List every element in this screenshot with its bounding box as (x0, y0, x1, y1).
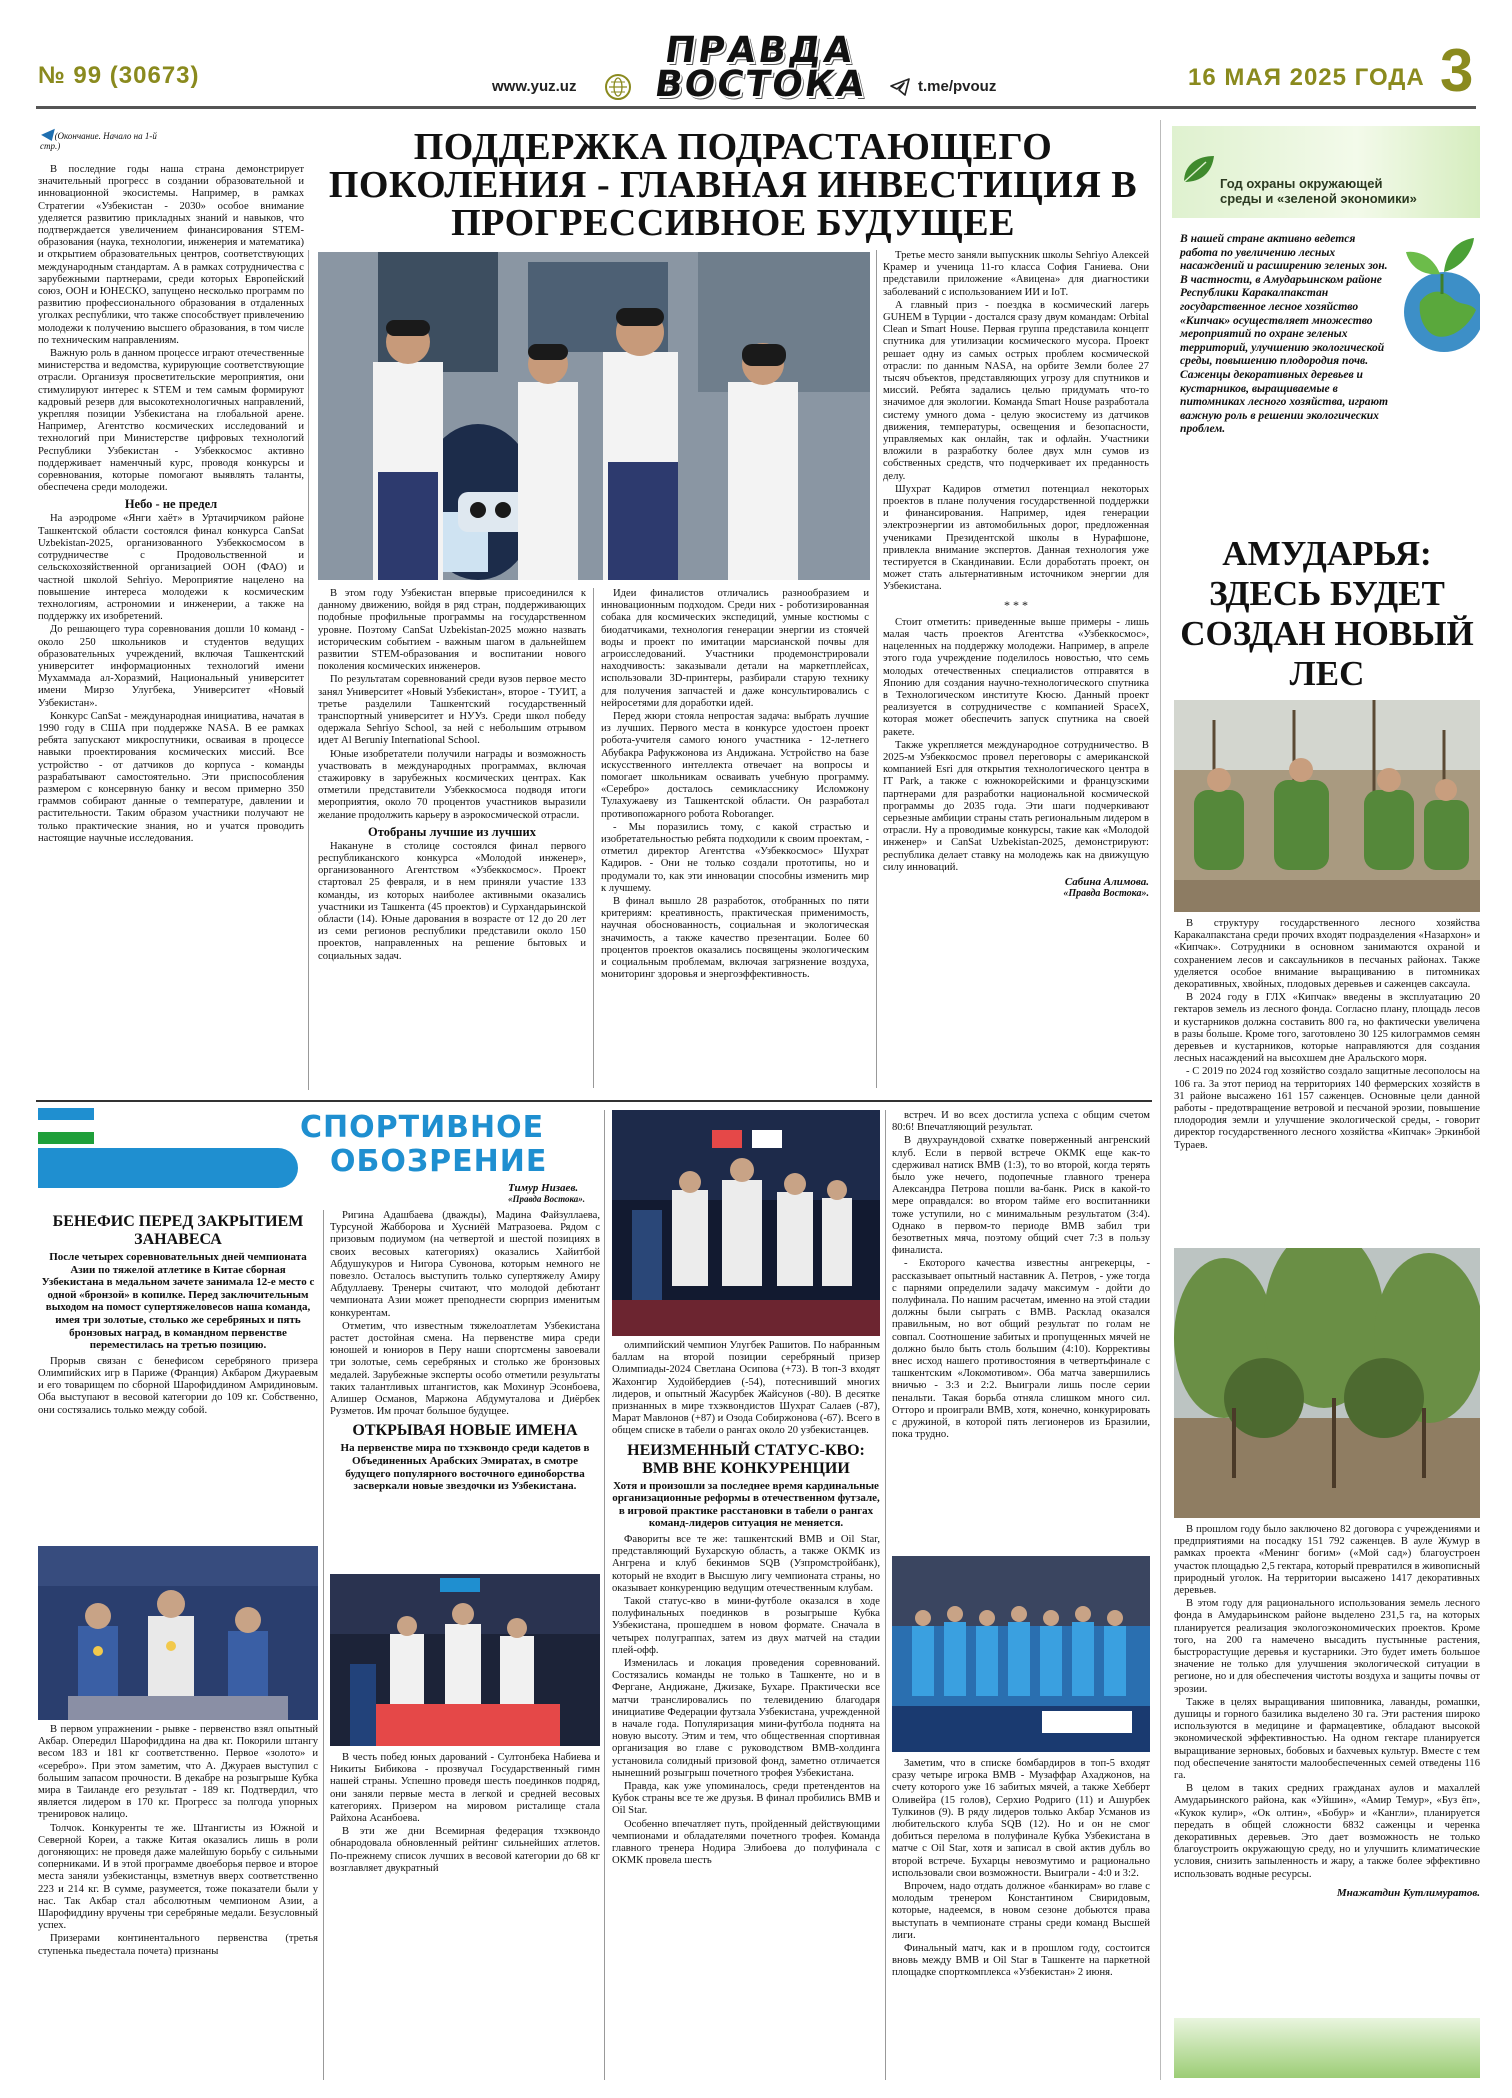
weightlifting-podium-photo (38, 1546, 318, 1720)
paragraph: - С 2019 по 2024 год хозяйство создало защитные лесополосы на 106 га. За этот период на территориях 140 фермерских хозяйств в 31 районе высажено 161 157 саженцев. Основные цели данной работы - предотвращение ветровой и песчаной эрозии, повышение плодородия земли и улучшение экологической среды, - говорит директор государственного лесного хозяйства «Кипчак» Эркинбой Тураев. (1174, 1066, 1480, 1151)
paragraph: В этом году для рационального использования земель лесного фонда в Амударьинском районе выделено 231,5 га, на которых планируется реализация экологоэкономических проектов. Кроме того, на 200 га намечено высадить пустынные растения, быстрорастущие деревья и кустарники. Это будет иметь большое значение не только для улучшения экологической ситуации в регионе, но и для обеспечения чистоты воздуха и защиты почвы от эрозии. (1174, 1598, 1480, 1695)
paragraph: Перед жюри стояла непростая задача: выбрать лучшие из лучших. Первого места в конкурсе удостоен проект робота-учителя самого юного участника - 12-летнего Абубакра Рафукжонова из Андижана. Устройство на базе искусственного интеллекта отвечает на вопросы и помогает школьникам осваивать учебную программу. «Серебро» досталось семикласснику Исломжону Тулахужаеву из Ташкентской области. Он разработал противопожарного робота Roboranger. (601, 711, 869, 820)
eco-title: АМУДАРЬЯ: ЗДЕСЬ БУДЕТ СОЗДАН НОВЫЙ ЛЕС (1180, 534, 1474, 693)
main-author: Сабина Алимова. (1064, 875, 1149, 888)
eco-lead: В нашей стране активно ведется работа по увеличению лесных насаждений и расширению зеленых зон. В частности, в Амударьинском районе Республики Каракалпакстан государственное лесное хозяйство «Кипчак» осуществляет множество мероприятий по охране зеленых территорий, улучшению экологической среды, повышению плодородия почв. Саженцы декоративных деревьев и кустарников, выращиваемые в питомниках лесного хозяйства, играют важную роль в решении экологических проблем. (1180, 232, 1389, 436)
paragraph: В этом году Узбекистан впервые присоединился к данному движению, войдя в ряд стран, поддерживающих подобные профильные программы на государственном уровне. Поэтому CanSat Uzbekistan-2025 можно назвать историческим событием - важным шагом в дальнейшем развитии STEM-образования и воспитании нового поколения космических инженеров. (318, 588, 586, 673)
sport-author-pub: «Правда Востока». (508, 1194, 586, 1204)
paragraph: - Мы поразились тому, с какой страстью и изобретательностью ребята подходили к своим проектам, - отметил директор Агентства «Узбеккосмос» Шухрат Кадиров. - Они не только создали прототипы, но и продумали то, как эти инновации способны изменить мир к лучшему. (601, 821, 869, 894)
paragraph: Правда, как уже упоминалось, среди претендентов на Кубок страны все те же друзья. В финал пробились ВМВ и Oil Star. (612, 1781, 880, 1817)
paragraph: Юные изобретатели получили награды и возможность участвовать в международных программах, включая стажировку в зарубежных космических центрах. Как отметили представители Узбеккосмоса подводя итоги мероприятия, около 70 процентов участников выразили желание продолжить карьеру в аэрокосмической отрасли. (318, 748, 586, 821)
paragraph: Конкурс CanSat - международная инициатива, начатая в 1990 году в США при поддержке NASA. В ее рамках ребята запускают микроспутники, осваивая в процессе навыки проектирования космических миссий. Все устройство - от датчиков до корпуса - команды разрабатывают самостоятельно. Эти приспособления размером с консервную банку и весом примерно 350 граммов собирают данные о температуре, давлении и растительности. Таким образом участники получают не только практические знания, но и учатся проводить настоящие научные исследования. (38, 710, 304, 844)
logo-line-1: ПРАВДА (662, 30, 858, 71)
uz-flag (38, 1108, 94, 1144)
divider (308, 250, 309, 1090)
arrow-left-icon: ◀ (40, 126, 53, 143)
sport-col-4b (892, 1758, 1150, 2084)
sport-col-4 (892, 1110, 1150, 1552)
sport-col-1 (38, 1210, 318, 1546)
taekwondo-title: ОТКРЫВАЯ НОВЫЕ ИМЕНА (352, 1422, 578, 1440)
paragraph: Стоит отметить: приведенные выше примеры - лишь малая часть проектов Агентства «Узбеккосмос», нацеленных на поддержку молодежи. Например, в апреле этого года учреждение поделилось новостью, что семь молодых отечественных специалистов отправятся в Японию для создания научно-технологического спутника в Технологическом институте Кюсю. Данный проект реализуется в сотрудничестве с компанией SpaceX, которая может обеспечить запуск спутника на своей ракете. (883, 616, 1149, 738)
page-number: 3 (1440, 37, 1474, 104)
paragraph: Третье место заняли выпускник школы Sehriyo Алексей Крамер и ученица 11-го класса София Ганиева. Они представили приложение «Авицена» для диагностики заболеваний с использованием ИИ и IoT. (883, 250, 1149, 298)
telegram-link[interactable]: t.me/pvouz (918, 78, 997, 95)
paragraph: В прошлом году было заключено 82 договора с учреждениями и предприятиями на посадку 151 792 саженцев. В ауле Жумур в рамках проекта «Менинг богим» («Мой сад») благоустроен участок площадью 2,5 гектара, который превратился в живописный природный уголок. На территории высажено 1417 декоративных деревьев. (1174, 1524, 1480, 1597)
paragraph: В финал вышло 28 разработок, отобранных по пяти критериям: креативность, практическая применимость, научная обоснованность, социальная и экологическая значимость, а также качество презентации. Более 60 процентов проектов оказались посвящены экологическим и социальным проблемам, включая загрязнение воздуха, мониторинг здоровья и энергоэффективность. (601, 896, 869, 981)
paragraph: Изменилась и локация проведения соревнований. Состязались команды не только в Ташкенте, но и в Фергане, Андижане, Джизаке, Бухаре. Практически все матчи транслировались по телевидению благодаря инициативе Федерации футзала Узбекистана, учрежденной в начале года. Популяризация мини-футбола поднята на новую высоту. Этим и тем, что общественная спортивная организация во главе с руководством ВМВ-холдинга установила солидный призовой фонд, заметно отличается нынешний розыгрыш почетного трофея Узбекистана. (612, 1658, 880, 1779)
sport-col-2 (330, 1210, 600, 1560)
main-col-1 (38, 164, 304, 1088)
divider (885, 1110, 886, 2080)
paragraph: Также в целях выращивания шиповника, лаванды, ромашки, душицы и горного базилика выделено 30 га. Эти растения широко используются в медицине и фармацевтике, обладают высокой экономической эффективностью. На одном гектаре планируется выращивание зерновых, бобовых и бахчевых культур. Вместе с тем под обеспечение занятости малообеспеченных семей отведены 116 га. (1174, 1696, 1480, 1782)
divider (604, 1110, 605, 2080)
sport-banner-title-1: СПОРТИВНОЕ (300, 1110, 545, 1145)
site-link[interactable]: www.yuz.uz (492, 78, 577, 95)
paragraph: Толчок. Конкуренты те же. Штангисты из Южной и Северной Кореи, а также Китая оказались лишь в роли догоняющих: не проведя даже малейшую борьбу с сильными соперниками. И в этой программе двоеборья первое и второе места заняли узбекистанцы, взметнув вверх соответственно 223 и 214 кг. В сумме, разумеется, тоже показатели были у нас. Так Акбар стал абсолютным чемпионом Азии, а Шарофиддину вручены три серебряные медали. Безусловный успех. (38, 1822, 318, 1932)
paragraph: Такой статус-кво в мини-футболе оказался в ходе полуфинальных поединков в розыгрыше Кубка Узбекистана, прошедшем в новом формате. Сначала в четырех полуграппах, затем из двух матчей на стадии плей-офф. (612, 1596, 880, 1656)
subheading-sky: Небо - не предел (124, 497, 218, 512)
sport-rule (36, 1100, 1152, 1102)
paragraph: Фавориты все те же: ташкентский ВМВ и Oil Star, представляющий Бухарскую область, а также ОКМК из Ангрена и клуб бекинмов SQB (Узпромстройбанк), который не входит в Высшую лигу чемпионата страны, но оказывает конкуренцию ведущим отечественным клубам. (612, 1534, 880, 1594)
sport-author: Тимур Низаев. (508, 1182, 579, 1194)
weightlifting-lead: После четырех соревновательных дней чемпионата Азии по тяжелой атлетике в Китае сборная Узбекистана в медальном зачете занимала 12-е место с одной «бронзой» в копилке. Перед заключительным выходом на помост супертяжеловесов наша команда, имея три золотые, столько же серебряных и пять бронзовых наград, в командном первенстве переместилась на третью позицию. (41, 1251, 315, 1352)
globe-icon (605, 74, 631, 100)
issue-date: 16 МАЯ 2025 ГОДА (1188, 64, 1425, 91)
divider (593, 588, 594, 1088)
paragraph: Также укрепляется международное сотрудничество. В 2025-м Узбеккосмос провел переговоры с американской компанией Esri для открытия технологического центра в IT Park, а также с южнокорейскими и французскими партнерами для разработки национальной космической программы до 2035 года. Эти шаги подчеркивают серьезные амбиции страны стать региональным лидером в отрасли. Ну а проводимые конкурсы, такие как «Молодой инженер» и CanSat Uzbekistan-2025, демонстрируют: республика делает ставку на молодежь как на движущую силу инноваций. (883, 739, 1149, 873)
paragraph: Впрочем, надо отдать должное «банкирам» во главе с молодым тренером Константином Свиридовым, которые, надеемся, в новом сезоне добьются права выступать в чемпионате страны среди команд Высшей лиги. (892, 1881, 1150, 1941)
page-header (0, 0, 1512, 108)
paragraph: В первом упражнении - рывке - первенство взял опытный Акбар. Опередил Шарофиддина на два кг. Покорили штангу весом 183 и 181 кг соответственно. Первое «золото» и «серебро». При этом заметим, что А. Джураев выступил с большим запасом прочности. В декабре на розыгрыше Кубка мира в Таиланде его результат - 189 кг. Подтвердил, что является лидером в 170 кг. Прогресс за полгода упорных тренировок налицо. (38, 1724, 318, 1821)
sport-banner (38, 1108, 598, 1204)
main-photo-students (318, 252, 870, 580)
paragraph: Финальный матч, как и в прошлом году, состоится вновь между ВМВ и Oil Star в Ташкенте на паркетной площадке спорткомплекса «Узбекистан» 2 июня. (892, 1943, 1150, 1979)
paragraph: Идеи финалистов отличались разнообразием и инновационным подходом. Среди них - роботизированная собака для космических экспедиций, умные костюмы с биодатчиками, технология генерации энергии из стоячей воды и проект по имитации марсианской почвы для агроисследований. Участники продемонстрировали находчивость: заказывали детали на маркетплейсах, использовали 3D-принтеры, разбирали старую технику для получения запчастей и даже консультировались с нейросетями для доработки идей. (601, 588, 869, 709)
paragraph: В честь побед юных дарований - Султонбека Набиева и Никиты Бибикова - прозвучал Государственный гимн нашей страны. Успешно проведя шесть поединков подряд, они заняли первые места в легкой и средней весовых категориях. Призером на мировом ристалище стала Райхона Асанбоева. (330, 1752, 600, 1825)
paragraph: В эти же дни Всемирная федерация тхэквондо обнародовала обновленный рейтинг сильнейших атлетов. По-прежнему список лучших в весовой категории до 68 кг возглавляет двукратный (330, 1826, 600, 1874)
subheading-best: Отобраны лучшие из лучших (368, 824, 536, 839)
paragraph: олимпийский чемпион Улугбек Рашитов. По набранным баллам на второй позиции серебряный призер Олимпиады-2024 Светлана Осипова (+73). В топ-3 входят Жахонгир Худойбердиев (-54), потеснивший многих лидеров, и опытный Жасурбек Жайсунов (-80). В десятке признанных в мире тхэквондистов Шухрат Салаев (-87), Марат Мавлонов (+87) и Озода Собиржонова (-67). Всего в общем списке в табели о рангах около 20 узбекистанцев. (612, 1340, 880, 1437)
eco-photo-trees (1174, 1248, 1480, 1518)
paragraph: Заметим, что в списке бомбардиров в топ-5 входят сразу четыре игрока ВМВ - Музаффар Ахаджонов, на счету которого уже 16 забитых мячей, а также Хебберт Оливейра (15 голов), Серхио Родриго (11) и Ашурбек Тулкинов (9). В ряду лидеров только Акбар Усманов из любительского клуба SQB (12). Но и он не смог добиться перелома в полуфинале Кубка Узбекистана в матче с Oil Star, хотя и записал в свой актив дубль во второй встрече. Бухарцы невозмутимо и рационально использовали свои возможности. Выиграли - 4:0 и 3:2. (892, 1758, 1150, 1879)
paragraph: Особенно впечатляет путь, пройденный действующими чемпионами и обладателями почетного трофея. Команда главного тренера Нодира Элибоева до полуфинала с ОКМК провела шесть (612, 1818, 880, 1867)
eco-col-1 (1174, 918, 1480, 1244)
main-col-2 (318, 588, 586, 1090)
paragraph: Важную роль в данном процессе играют отечественные министерства и ведомства, курирующие соответствующие отрасли. Организуя просветительские мероприятия, они стимулируют интерес к STEM и тем самым формируют кадровый резерв для высокотехнологичных направлений, укрепляя позиции Узбекистана на глобальной арене. Например, Агентство космических исследований и технологий при Министерстве цифровых технологий Республики Узбекистан - Узбеккосмос активно поддерживает наменчный курс, проводя конкурсы и соревнования, которые помогают выявлять таланты, обеспечена среди молодежи. (38, 348, 304, 494)
sport-col-3 (612, 1340, 880, 2084)
paragraph: Накануне в столице состоялся финал первого республиканского конкурса «Молодой инженер», организованного Агентством «Узбеккосмос». Проект стартовал 25 февраля, и в нем приняли участие 133 команды, из которых наиболее активными оказались участники из Ташкента (45 проектов) и Сурхандарьинской области (14). Юные дарования в возрасте от 12 до 20 лет из семи регионов республики представили около 150 проектов, направленных на решение бытовых и социальных задач. (318, 840, 586, 962)
weightlifting-title: БЕНЕФИС ПЕРЕД ЗАКРЫТИЕМ ЗАНАВЕСА (52, 1213, 304, 1248)
eco-rubric: Год охраны окружающей среды и «зеленой экономики» (1220, 176, 1417, 206)
divider (323, 1210, 324, 2080)
paragraph: На аэродроме «Янги хаёт» в Уртачирчиком районе Ташкентской области состоялся финал конкурса CanSat Uzbekistan-2025, организованного Узбеккосмосом в сотрудничестве с Продовольственной и сельскохозяйственной организацией ООН (ФАО) и частной школой Sehriyo. Мероприятие нацелено на повышение интереса молодежи к космическим технологиям, астрономии и инженерии, а также на поддержку их изобретений. (38, 513, 304, 623)
main-col-3 (601, 588, 869, 1090)
eco-col-2 (1174, 1524, 1480, 2004)
section-stars: * * * (1004, 597, 1028, 612)
sport-col-2b (330, 1752, 600, 2084)
paragraph: В целом в таких средних гражданах аулов и махаллей Амударьинского района, как «Уйшин», «Амир Темур», «Буз ёп», «Кукок кулир», «Ок олтин», «Бобур» и «Кангли», планируется передать в общей сложности 6832 саженцы и черенка декоративных деревьев. Это дает возможность не только благоустроить окружающую среду, но и улучшить климатические условия, снизить запыленность и жару, а также более эффективно использовать водные ресурсы. (1174, 1783, 1480, 1880)
paragraph: встреч. И во всех достигла успеха с общим счетом 80:6! Впечатляющий результат. (892, 1110, 1150, 1134)
globe-plant-image (1384, 232, 1480, 400)
logo-line-2: ВОСТОКА (652, 64, 869, 105)
paragraph: Прорыв связан с бенефисом серебряного призера Олимпийских игр в Париже (Франция) Акбаром Джураевым и его товарищем по сборной Шарофиддином Амридиновым. Оба выступают в весовой категории до 109 кг. Собственно, они состязались только между собой. (38, 1355, 318, 1416)
paragraph: До решающего тура соревнования дошли 10 команд - около 250 школьников и студентов ведущих образовательных учреждений, включая Ташкентский университет информационных технологий имени Мухаммада ал-Хоразмий, Национальный университет имени Мирзо Улугбека, Университет «Новый Узбекистан». (38, 624, 304, 709)
paragraph: Призерами континентального первенства (третья ступенька пьедестала почета) признаны (38, 1933, 318, 1957)
futsal-title: НЕИЗМЕННЫЙ СТАТУС-КВО: ВМВ ВНЕ КОНКУРЕНЦИИ (627, 1441, 865, 1477)
eco-banner (1172, 126, 1480, 218)
continued-text: (Окончание. Начало на 1-й стр.) (40, 131, 157, 151)
sport-col-1b (38, 1724, 318, 2084)
continued-note (40, 126, 160, 151)
header-rule (36, 106, 1476, 109)
leaf-icon (1180, 154, 1216, 191)
paragraph: В структуру государственного лесного хозяйства Каракалпакстана среди прочих входят подразделения «Назархон» и «Кипчак». Сотрудники в основном занимаются охраной и сохранением лесов и саксаульников в песчаных районах. Также уделяется особое внимание выращиванию в питомниках декоративных, хвойных, плодовых деревьев и саженцев саксаула. (1174, 918, 1480, 991)
futsal-lead: Хотя и произошли за последнее время кардинальные организационные реформы в отечественном футзале, в игровой практике расстановки в табели о рангах команд-лидеров ситуация не меняется. (612, 1479, 880, 1530)
main-title: ПОДДЕРЖКА ПОДРАСТАЮЩЕГО ПОКОЛЕНИЯ - ГЛАВНАЯ ИНВЕСТИЦИЯ В ПРОГРЕССИВНОЕ БУДУЩЕЕ (328, 126, 1138, 244)
paragraph: Ригина Адашбаева (дважды), Мадина Файзуллаева, Турсуной Жабборова и Хусниёй Матразоева. Рядом с призовым подиумом (на четвертой и шестой позициях в своих весовых категориях) оказались Хайитбой Абдушукуров и Нигора Сувонова, которым немного не повезло. Осталось выступить только супертяжелу Амиру Абдуллаеву. Тренеры считают, что молодой дебютант чемпионата Азии может преподнести сюрприз именитым конкурентам. (330, 1210, 600, 1319)
taekwondo-podium-photo (330, 1574, 600, 1746)
eco-photo-planting (1174, 700, 1480, 912)
paragraph: А главный приз - поездка в космический лагерь GUHEM в Турции - достался сразу двум командам: Orbital Clean и Smart House. Первая группа представила концепт спутника для утилизации космического мусора. Проект решает одну из самых острых проблем космической отрасли: по данным NASA, на орбите Земли более 27 тысяч объектов, представляющих угрозу для спутников и миссий. Ребята задались целью придумать что-то значимое для экологии. Команда Smart House разработала систему умного дома - целую экосистему из датчиков движения, температуры, освещения и безопасности, управляемых как онлайн, так и офлайн. Участники вложили в разработку более двух млн сумов из собственных средств, что подчеркивает их преданность делу. (883, 299, 1149, 482)
sport-banner-title-2: ОБОЗРЕНИЕ (330, 1144, 548, 1179)
taekwondo-medalists-photo (612, 1110, 880, 1336)
eco-bottom-grass (1174, 2018, 1480, 2078)
eco-author: Мнажатдин Кутлимуратов. (1336, 1886, 1480, 1899)
issue-number: № 99 (30673) (38, 62, 200, 89)
futsal-team-photo (892, 1556, 1150, 1752)
main-author-pub: «Правда Востока». (1063, 887, 1149, 899)
paragraph: В последние годы наша страна демонстрирует значительный прогресс в создании образовательной и инновационной экосистемы. Например, в рамках Стратегии «Узбекистан - 2030» особое внимание уделяется развитию прикладных знаний и навыков, что подтверждается увеличением финансирования STEM-образования (наука, технологии, инженерия и математика) и открытием образовательных центров, соответствующих международным стандартам. А в рамках сотрудничества с зарубежными партнерами, среди которых Европейский союз, ООН и ЮНЕСКО, запущено несколько программ по развитию профессионального образования в отдаленных уголках республики, что также способствует привлечению молодежи к получению высшего образования, в том числе по техническим направлениям. (38, 164, 304, 346)
telegram-icon (890, 78, 910, 101)
main-col-4 (883, 250, 1149, 1090)
sport-icons-strip (38, 1148, 298, 1188)
divider (876, 250, 877, 1088)
paragraph: В 2024 году в ГЛХ «Кипчак» введены в эксплуатацию 20 гектаров земель из лесного фонда. Согласно плану, площадь лесов и кустарников должна составить 800 га, но фактически увеличена в разы больше. Кроме того, заготовлено 30 125 килограммов семян деревьев и кустарников, которые направляются для создания лесных насаждений на высохшем дне Аральского моря. (1174, 992, 1480, 1065)
paragraph: По результатам соревнований среди вузов первое место занял Университет «Новый Узбекистан», второе - ТУИТ, а третье разделили Ташкентский государственный транспортный университет и НУУз. Среди школ победу одержала Sehriyo School, за ней с небольшим отрывом идет Al Beruniy International School. (318, 674, 586, 747)
paragraph: Отметим, что известным тяжелоатлетам Узбекистана растет достойная смена. На первенстве мира среди юношей и юниоров в Перу наши спортсмены завоевали три золотые, семь серебряных и столько же бронзовых медалей. Зарубежные эксперты особо отметили результаты таких талантливых штангистов, как Мохинур Эсонбоева, Алишер Османов, Маржона Абдумуталова и Диёрбек Рузметов. Им прочат большое будущее. (330, 1320, 600, 1418)
paragraph: Шухрат Кадиров отметил потенциал некоторых проектов в плане получения государственной поддержки и финансирования. Например, идея генерации электроэнергии из автомобильных дорог, предложенная учениками Президентской школы в Нурафшоне, привлекла внимание экспертов. Данная технология уже тестируется в Скандинавии. Если доработать проект, он может стать альтернативным источником энергии для Узбекистана. (883, 483, 1149, 593)
paragraph: - Екоторого качества известны ангрекерцы, - рассказывает опытный наставник А. Петров, - уже тогда с парнями определили задачу максимум - дойти до полуфинала. По нашим расчетам, именно на этой стадии должны были сыграть с ВМВ. Расклад оказался правильным, но вот общий результат по голам не совпал. Соотношение забитых и пропущенных мячей не должно было быть столь большим (4:10). Коррективы внес исход нашего противостояния в четвертьфинале с ташкентским «Локомотивом». Оба матча завершились вничью - 3:3 и 2:2. Выиграли лишь после серии пенальти. Такая борьба отняла слишком много сил. Отторо и проиграли ВМВ, хотя, конечно, конкурировать с дружиной, в которой пять легионеров из Бразилии, пока трудно. (892, 1258, 1150, 1441)
paragraph: В двухраундовой схватке поверженный ангренский клуб. Если в первой встрече ОКМК еще как-то сдерживал натиск ВМВ (1:3), то во второй, когда терять было уже нечего, подопечные главного тренера Александра Петрова пошли ва-банк. Риск в какой-то мере оправдался: во втором тайме его воспитанники тоже уступили, но с минимальным результатом (3:4). Однако в первом-то периоде ВМВ забил три безответных мяча, поэтому общий счет 7:3 в пользу финалиста. (892, 1135, 1150, 1257)
divider (1160, 120, 1161, 2080)
newspaper-logo (652, 30, 869, 108)
taekwondo-lead: На первенстве мира по тхэквондо среди кадетов в Объединенных Арабских Эмиратах, в смотре будущего популярного восточного единоборства засверкали новые звездочки из Узбекистана. (340, 1442, 590, 1493)
